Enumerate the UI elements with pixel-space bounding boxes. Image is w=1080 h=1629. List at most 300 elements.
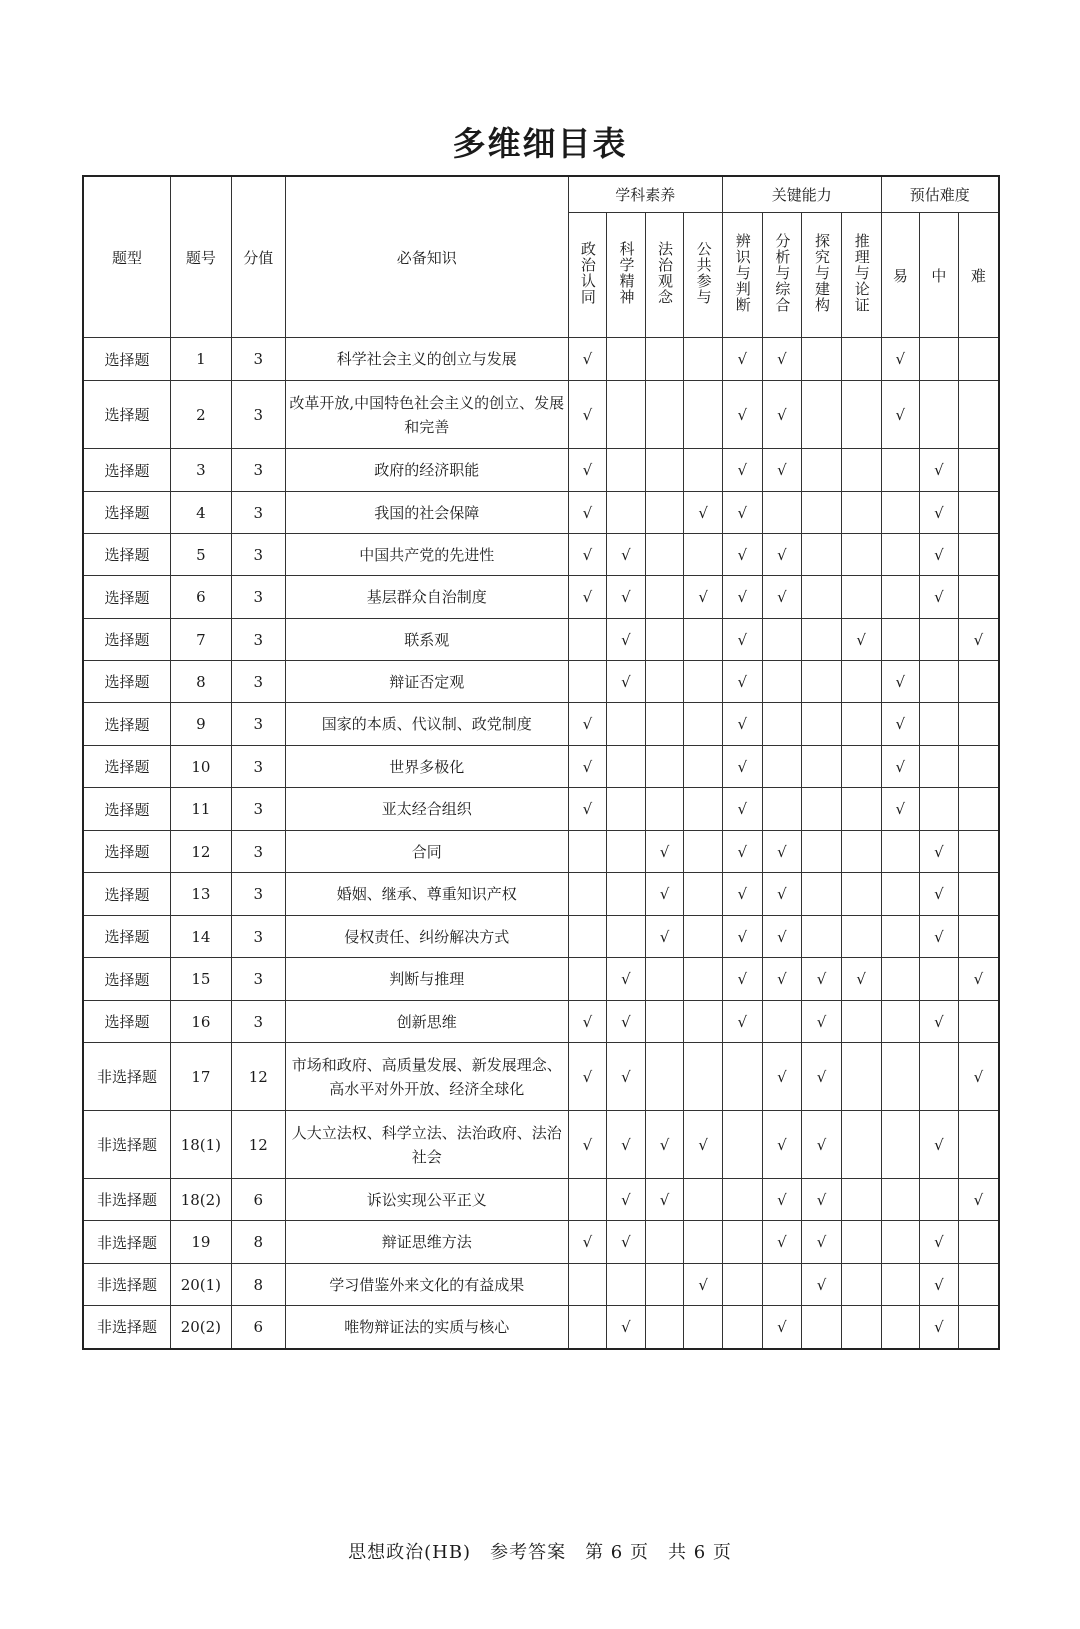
check-cell — [722, 534, 762, 576]
check-mark: √ — [698, 588, 708, 606]
check-mark: √ — [582, 800, 593, 818]
check-cell — [762, 338, 802, 381]
check-mark: √ — [659, 885, 670, 903]
question-score: 12 — [231, 1043, 285, 1111]
check-cell — [881, 1111, 920, 1179]
check-cell — [841, 788, 881, 831]
check-mark: √ — [934, 503, 944, 522]
question-type: 选择题 — [83, 703, 171, 746]
check-cell — [684, 831, 723, 873]
table-row — [83, 958, 999, 1001]
check-cell — [607, 1179, 646, 1221]
header-col: 难 — [958, 213, 999, 338]
check-mark: √ — [737, 1012, 748, 1031]
check-cell — [568, 1264, 607, 1306]
check-cell — [684, 873, 723, 916]
question-number: 20(1) — [171, 1264, 232, 1306]
check-mark: √ — [934, 1135, 944, 1154]
check-cell — [722, 746, 762, 788]
table-row — [83, 1001, 999, 1043]
check-cell — [684, 703, 723, 746]
check-mark: √ — [621, 1190, 631, 1209]
check-cell — [684, 1043, 723, 1111]
check-cell — [920, 873, 959, 916]
check-cell — [568, 338, 607, 381]
check-mark: √ — [973, 1067, 984, 1086]
check-mark: √ — [816, 1012, 827, 1031]
check-mark: √ — [934, 545, 944, 564]
header-col: 公共参与 — [684, 213, 723, 338]
required-knowledge: 改革开放,中国特色社会主义的创立、发展和完善 — [285, 381, 568, 449]
table-row — [83, 1043, 999, 1111]
check-cell — [684, 619, 723, 661]
question-type: 选择题 — [83, 576, 171, 619]
check-cell — [958, 1111, 999, 1179]
check-cell — [920, 381, 959, 449]
check-cell — [607, 492, 646, 534]
check-cell — [568, 661, 607, 703]
check-cell — [568, 1043, 607, 1111]
header-col: 政治认同 — [568, 213, 607, 338]
check-cell — [802, 703, 842, 746]
check-mark: √ — [816, 1135, 827, 1154]
question-number: 4 — [171, 492, 232, 534]
check-mark: √ — [895, 757, 906, 776]
check-mark: √ — [621, 545, 631, 564]
check-cell — [568, 619, 607, 661]
check-cell — [881, 381, 920, 449]
header-col: 科学精神 — [607, 213, 646, 338]
check-cell — [762, 703, 802, 746]
check-cell — [958, 619, 999, 661]
check-cell — [958, 873, 999, 916]
check-cell — [568, 916, 607, 958]
check-mark: √ — [737, 927, 748, 946]
check-cell — [920, 534, 959, 576]
check-cell — [645, 492, 684, 534]
check-cell — [881, 788, 920, 831]
check-cell — [645, 958, 684, 1001]
required-knowledge: 辩证思维方法 — [285, 1221, 568, 1264]
check-mark: √ — [816, 1067, 827, 1086]
check-cell — [802, 492, 842, 534]
check-cell — [841, 1043, 881, 1111]
header-col: 辨识与判断 — [722, 213, 762, 338]
check-mark: √ — [621, 630, 631, 649]
question-score: 3 — [231, 576, 285, 619]
question-score: 6 — [231, 1306, 285, 1349]
check-cell — [802, 661, 842, 703]
check-cell — [920, 831, 959, 873]
check-cell — [841, 873, 881, 916]
check-mark: √ — [582, 1067, 593, 1086]
question-score: 3 — [231, 873, 285, 916]
check-mark: √ — [621, 672, 631, 691]
specification-table — [82, 175, 1000, 1350]
check-cell — [958, 958, 999, 1001]
check-mark: √ — [777, 1135, 787, 1154]
check-cell — [881, 1001, 920, 1043]
check-cell — [881, 1221, 920, 1264]
check-cell — [568, 1001, 607, 1043]
check-cell — [722, 1264, 762, 1306]
check-cell — [607, 381, 646, 449]
check-cell — [607, 831, 646, 873]
check-cell — [958, 831, 999, 873]
check-mark: √ — [737, 757, 748, 776]
required-knowledge: 我国的社会保障 — [285, 492, 568, 534]
table-row — [83, 338, 999, 381]
check-cell — [568, 1306, 607, 1349]
question-type: 选择题 — [83, 619, 171, 661]
check-cell — [568, 534, 607, 576]
question-number: 17 — [171, 1043, 232, 1111]
check-cell — [881, 1179, 920, 1221]
required-knowledge: 诉讼实现公平正义 — [285, 1179, 568, 1221]
check-mark: √ — [934, 1233, 944, 1251]
check-cell — [920, 576, 959, 619]
check-cell — [568, 958, 607, 1001]
check-cell — [607, 1001, 646, 1043]
table-row — [83, 831, 999, 873]
check-cell — [841, 619, 881, 661]
check-cell — [841, 661, 881, 703]
check-cell — [762, 576, 802, 619]
required-knowledge: 联系观 — [285, 619, 568, 661]
check-cell — [607, 746, 646, 788]
table-row — [83, 619, 999, 661]
check-cell — [802, 1306, 842, 1349]
question-type: 选择题 — [83, 916, 171, 958]
check-cell — [762, 1179, 802, 1221]
check-cell — [722, 619, 762, 661]
check-cell — [607, 788, 646, 831]
header-knowledge: 必备知识 — [285, 176, 568, 338]
check-cell — [684, 1179, 723, 1221]
header-col: 易 — [881, 213, 920, 338]
check-cell — [568, 873, 607, 916]
question-score: 3 — [231, 958, 285, 1001]
question-score: 3 — [231, 338, 285, 381]
check-mark: √ — [973, 1190, 984, 1209]
header-group-literacy: 学科素养 — [568, 176, 722, 213]
required-knowledge: 科学社会主义的创立与发展 — [285, 338, 568, 381]
check-cell — [958, 576, 999, 619]
question-type: 非选择题 — [83, 1306, 171, 1349]
check-cell — [881, 338, 920, 381]
header-group-difficulty: 预估难度 — [881, 176, 999, 213]
required-knowledge: 创新思维 — [285, 1001, 568, 1043]
check-mark: √ — [582, 588, 593, 606]
check-cell — [762, 619, 802, 661]
check-mark: √ — [973, 630, 984, 649]
check-cell — [684, 1221, 723, 1264]
check-cell — [802, 338, 842, 381]
check-cell — [841, 958, 881, 1001]
table-body — [83, 338, 999, 1349]
question-number: 14 — [171, 916, 232, 958]
check-cell — [722, 661, 762, 703]
check-cell — [920, 492, 959, 534]
check-mark: √ — [973, 970, 984, 988]
check-cell — [802, 381, 842, 449]
check-cell — [958, 746, 999, 788]
check-mark: √ — [582, 1135, 593, 1154]
check-cell — [920, 338, 959, 381]
check-cell — [762, 1001, 802, 1043]
table-row — [83, 873, 999, 916]
required-knowledge: 市场和政府、高质量发展、新发展理念、高水平对外开放、经济全球化 — [285, 1043, 568, 1111]
check-cell — [958, 1179, 999, 1221]
question-score: 12 — [231, 1111, 285, 1179]
check-cell — [568, 1111, 607, 1179]
check-cell — [841, 746, 881, 788]
check-cell — [920, 449, 959, 492]
check-cell — [722, 703, 762, 746]
check-cell — [722, 576, 762, 619]
check-cell — [607, 1264, 646, 1306]
check-mark: √ — [621, 1135, 631, 1154]
question-number: 20(2) — [171, 1306, 232, 1349]
check-mark: √ — [895, 800, 906, 818]
check-cell — [802, 534, 842, 576]
table-row — [83, 1306, 999, 1349]
check-cell — [841, 381, 881, 449]
question-type: 选择题 — [83, 1001, 171, 1043]
check-mark: √ — [621, 1317, 631, 1336]
question-type: 选择题 — [83, 788, 171, 831]
required-knowledge: 判断与推理 — [285, 958, 568, 1001]
header-number: 题号 — [171, 176, 232, 338]
check-cell — [645, 1001, 684, 1043]
check-cell — [920, 958, 959, 1001]
question-type: 选择题 — [83, 831, 171, 873]
required-knowledge: 亚太经合组织 — [285, 788, 568, 831]
check-cell — [802, 1043, 842, 1111]
question-type: 非选择题 — [83, 1179, 171, 1221]
table-row — [83, 1111, 999, 1179]
question-number: 10 — [171, 746, 232, 788]
check-mark: √ — [737, 405, 748, 424]
table-row — [83, 916, 999, 958]
check-cell — [881, 1306, 920, 1349]
check-cell — [722, 958, 762, 1001]
check-mark: √ — [698, 1275, 708, 1294]
check-cell — [958, 661, 999, 703]
check-mark: √ — [895, 672, 906, 691]
table-row — [83, 703, 999, 746]
check-cell — [607, 576, 646, 619]
check-mark: √ — [934, 885, 944, 903]
question-score: 6 — [231, 1179, 285, 1221]
check-cell — [722, 1111, 762, 1179]
question-score: 3 — [231, 831, 285, 873]
check-mark: √ — [934, 461, 944, 479]
check-mark: √ — [582, 1233, 593, 1251]
check-cell — [722, 338, 762, 381]
required-knowledge: 学习借鉴外来文化的有益成果 — [285, 1264, 568, 1306]
check-cell — [645, 534, 684, 576]
check-cell — [607, 958, 646, 1001]
check-cell — [958, 492, 999, 534]
check-cell — [645, 381, 684, 449]
check-cell — [684, 1001, 723, 1043]
check-cell — [607, 1111, 646, 1179]
check-cell — [762, 958, 802, 1001]
check-cell — [881, 1043, 920, 1111]
header-col: 中 — [920, 213, 959, 338]
check-mark: √ — [777, 885, 787, 903]
check-cell — [645, 1043, 684, 1111]
check-mark: √ — [777, 970, 787, 988]
question-type: 选择题 — [83, 873, 171, 916]
check-cell — [568, 1179, 607, 1221]
check-cell — [881, 831, 920, 873]
check-cell — [722, 381, 762, 449]
check-cell — [645, 873, 684, 916]
check-mark: √ — [816, 1233, 827, 1251]
check-cell — [684, 1111, 723, 1179]
check-mark: √ — [777, 1233, 787, 1251]
check-cell — [920, 916, 959, 958]
check-mark: √ — [777, 1190, 787, 1209]
check-cell — [722, 492, 762, 534]
header-score: 分值 — [231, 176, 285, 338]
check-cell — [684, 381, 723, 449]
check-cell — [645, 1179, 684, 1221]
required-knowledge: 侵权责任、纠纷解决方式 — [285, 916, 568, 958]
check-cell — [722, 1001, 762, 1043]
check-cell — [684, 534, 723, 576]
question-type: 选择题 — [83, 958, 171, 1001]
check-cell — [920, 746, 959, 788]
question-type: 选择题 — [83, 338, 171, 381]
check-cell — [762, 746, 802, 788]
check-cell — [762, 381, 802, 449]
check-cell — [645, 661, 684, 703]
check-cell — [920, 1001, 959, 1043]
check-mark: √ — [737, 461, 748, 479]
question-score: 3 — [231, 703, 285, 746]
table-row — [83, 746, 999, 788]
check-cell — [881, 746, 920, 788]
check-cell — [958, 449, 999, 492]
check-mark: √ — [659, 842, 670, 861]
check-cell — [568, 788, 607, 831]
check-cell — [958, 338, 999, 381]
check-mark: √ — [737, 842, 748, 861]
check-mark: √ — [777, 405, 787, 424]
check-cell — [841, 916, 881, 958]
check-mark: √ — [737, 588, 748, 606]
table-row — [83, 1264, 999, 1306]
required-knowledge: 合同 — [285, 831, 568, 873]
check-cell — [881, 916, 920, 958]
check-mark: √ — [934, 1317, 944, 1336]
check-mark: √ — [659, 927, 670, 946]
check-cell — [958, 916, 999, 958]
check-cell — [802, 1001, 842, 1043]
check-cell — [762, 873, 802, 916]
check-cell — [684, 338, 723, 381]
check-cell — [722, 831, 762, 873]
check-cell — [645, 831, 684, 873]
check-cell — [762, 916, 802, 958]
check-cell — [802, 788, 842, 831]
check-cell — [958, 1306, 999, 1349]
check-cell — [607, 916, 646, 958]
check-mark: √ — [737, 545, 748, 564]
check-mark: √ — [895, 405, 906, 424]
check-mark: √ — [777, 545, 787, 564]
check-cell — [920, 703, 959, 746]
check-cell — [920, 1264, 959, 1306]
check-mark: √ — [777, 842, 787, 861]
question-score: 3 — [231, 1001, 285, 1043]
check-cell — [841, 1221, 881, 1264]
question-type: 选择题 — [83, 746, 171, 788]
check-mark: √ — [856, 630, 866, 649]
check-cell — [684, 492, 723, 534]
check-cell — [802, 1221, 842, 1264]
check-mark: √ — [737, 503, 748, 522]
question-number: 13 — [171, 873, 232, 916]
check-mark: √ — [816, 1275, 827, 1294]
check-mark: √ — [856, 970, 866, 988]
table-row — [83, 1179, 999, 1221]
question-type: 选择题 — [83, 449, 171, 492]
check-cell — [920, 1043, 959, 1111]
table-row — [83, 661, 999, 703]
check-cell — [607, 703, 646, 746]
check-mark: √ — [582, 545, 593, 564]
question-number: 5 — [171, 534, 232, 576]
check-mark: √ — [737, 970, 748, 988]
check-cell — [802, 831, 842, 873]
check-cell — [920, 661, 959, 703]
check-cell — [722, 1043, 762, 1111]
required-knowledge: 国家的本质、代议制、政党制度 — [285, 703, 568, 746]
check-cell — [920, 788, 959, 831]
check-mark: √ — [582, 757, 593, 776]
check-cell — [841, 1179, 881, 1221]
check-cell — [645, 449, 684, 492]
question-type: 选择题 — [83, 661, 171, 703]
required-knowledge: 政府的经济职能 — [285, 449, 568, 492]
header-col: 推理与论证 — [841, 213, 881, 338]
check-cell — [841, 449, 881, 492]
check-cell — [762, 788, 802, 831]
check-cell — [762, 449, 802, 492]
check-cell — [920, 1306, 959, 1349]
check-cell — [881, 449, 920, 492]
check-cell — [684, 746, 723, 788]
check-mark: √ — [698, 1135, 708, 1154]
check-cell — [802, 873, 842, 916]
check-mark: √ — [816, 1190, 827, 1209]
check-mark: √ — [582, 1012, 593, 1031]
question-type: 非选择题 — [83, 1111, 171, 1179]
check-mark: √ — [659, 1190, 670, 1209]
check-cell — [762, 1221, 802, 1264]
check-mark: √ — [737, 885, 748, 903]
check-cell — [722, 1179, 762, 1221]
check-cell — [920, 619, 959, 661]
check-mark: √ — [737, 800, 748, 818]
check-mark: √ — [582, 503, 593, 522]
check-mark: √ — [777, 350, 787, 368]
check-cell — [881, 958, 920, 1001]
